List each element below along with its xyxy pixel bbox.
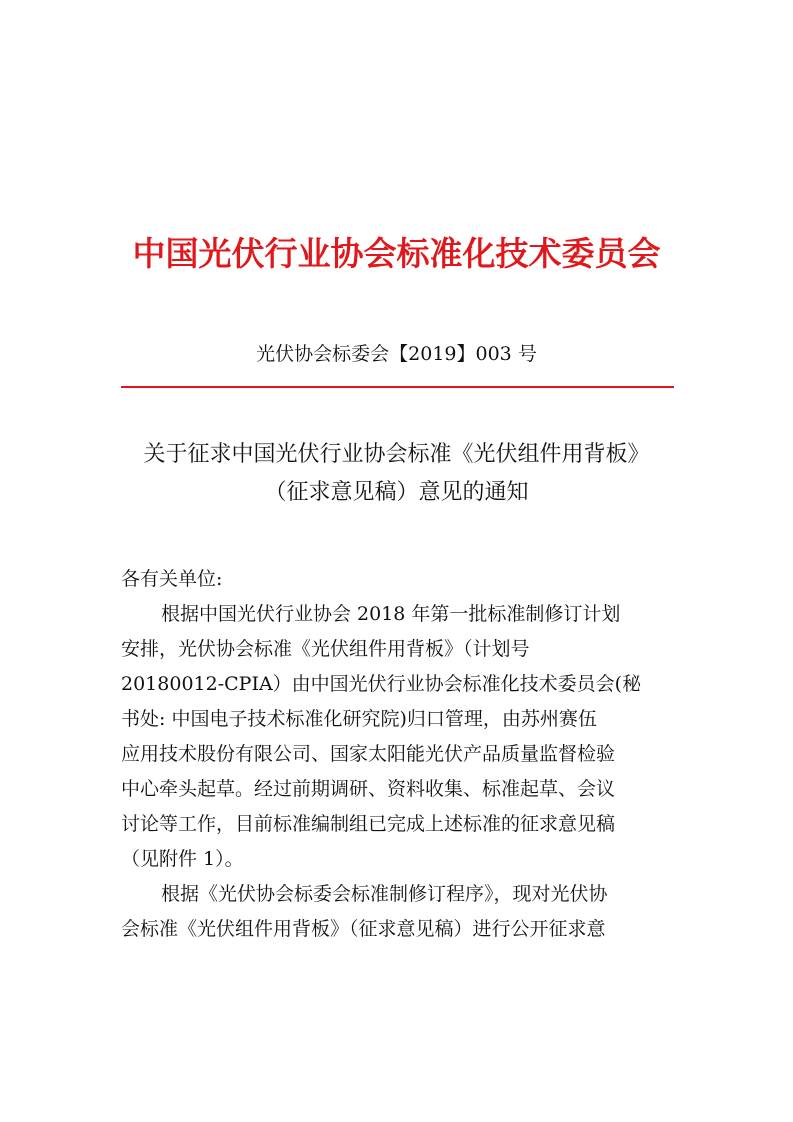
body-line: 书处: 中国电子技术标准化研究院)归口管理，由苏州赛伍 [121, 708, 597, 730]
body-line: 中心牵头起草。经过前期调研、资料收集、标准起草、会议 [121, 778, 616, 800]
notice-title-line-2: （征求意见稿）意见的通知 [264, 480, 529, 505]
notice-title [115, 436, 678, 512]
organization-title: 中国光伏行业协会标准化技术委员会 [132, 234, 661, 273]
body-line: （见附件 1）。 [121, 848, 244, 870]
body-line: 会标准《光伏组件用背板》（征求意见稿）进行公开征求意 [121, 918, 606, 940]
document-number: 光伏协会标委会【2019】003 号 [256, 343, 537, 365]
body-line: 讨论等工作，目前标准编制组已完成上述标准的征求意见稿 [121, 813, 616, 835]
body-line: 应用技术股份有限公司、国家太阳能光伏产品质量监督检验 [121, 743, 616, 765]
red-divider-line [121, 386, 674, 388]
body-line: 安排，光伏协会标准《光伏组件用背板》（计划号 [121, 638, 530, 660]
notice-title-line-1: 关于征求中国光伏行业协会标准《光伏组件用背板》 [143, 442, 650, 467]
salutation: 各有关单位: [121, 568, 223, 590]
body-line: 20180012-CPIA）由中国光伏行业协会标准化技术委员会(秘 [121, 673, 642, 695]
body-line: 根据中国光伏行业协会 2018 年第一批标准制修订计划 [161, 603, 621, 625]
notice-body [121, 562, 677, 947]
body-line: 根据《光伏协会标委会标准制修订程序》，现对光伏协 [161, 883, 608, 905]
